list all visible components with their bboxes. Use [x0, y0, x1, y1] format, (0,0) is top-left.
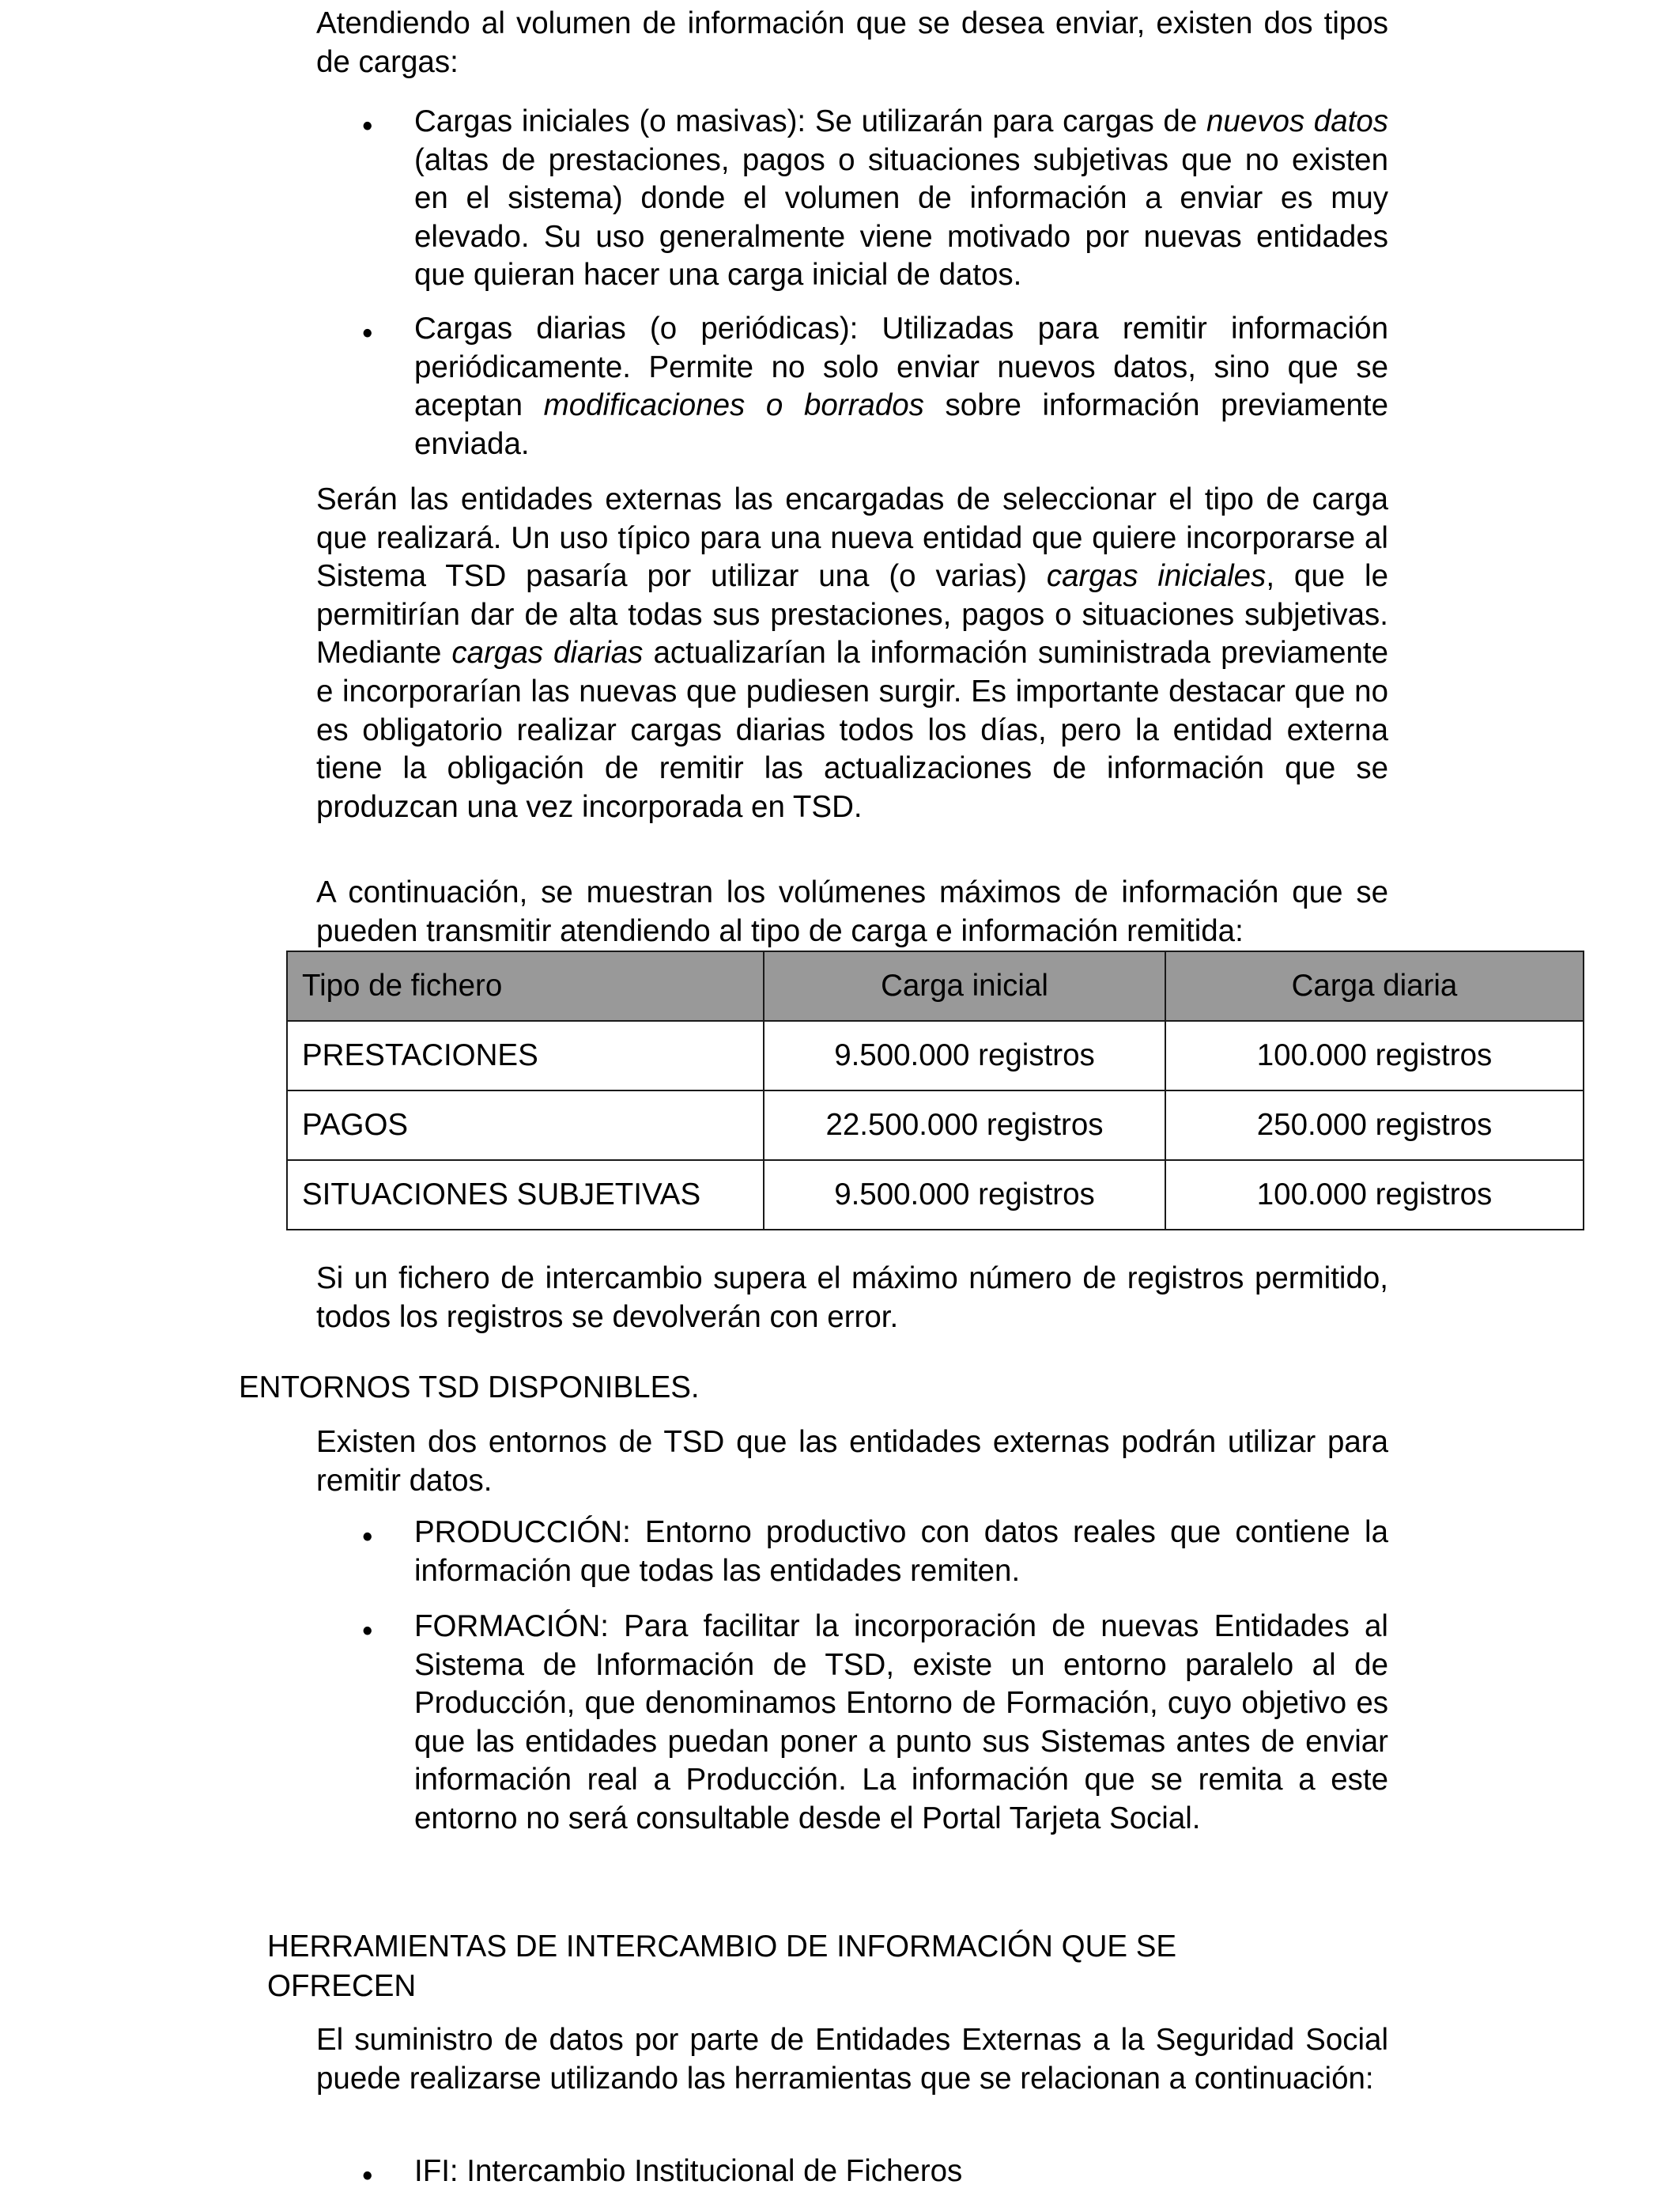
table-note: Si un fichero de intercambio supera el máximo número de registros permitido, todos los registros se devolverán con error. — [316, 1261, 1388, 1334]
load-type-daily — [414, 310, 1388, 463]
load-type-daily-tail: sobre información previamente enviada. — [414, 388, 1388, 461]
selection-emphasis-1: cargas iniciales — [1046, 559, 1267, 594]
bullet-icon: • — [362, 1614, 373, 1648]
load-type-daily-lead: Cargas diarias (o periódicas): Utilizadas para remitir información periódicamente. Permite no solo enviar nuevos datos, sino que se aceptan — [414, 312, 1388, 423]
bullet-icon: • — [362, 1520, 373, 1554]
entornos-intro: Existen dos entornos de TSD que las entidades externas podrán utilizar para remitir datos. — [316, 1425, 1388, 1498]
cell-carga-diaria: 100.000 registros — [1165, 1021, 1584, 1090]
selection-text-2: , que le permitirían dar de alta todas sus prestaciones, pagos o situaciones subjetivas. Mediante — [316, 559, 1389, 671]
intro-paragraph: Atendiendo al volumen de información que se desea enviar, existen dos tipos de cargas: — [316, 6, 1388, 79]
herramientas-intro: El suministro de datos por parte de Entidades Externas a la Seguridad Social puede realizarse utilizando las herramientas que se relacionan a continuación: — [316, 2023, 1388, 2096]
selection-text-1: Serán las entidades externas las encargadas de seleccionar el tipo de carga que realizará. Un uso típico para una nueva entidad que quiere incorporarse al Sistema TSD pasaría por utilizar una (o varias) — [316, 482, 1388, 594]
cell-tipo: SITUACIONES SUBJETIVAS — [287, 1160, 764, 1230]
herramienta-ifi: IFI: Intercambio Institucional de Ficheros — [414, 2154, 963, 2188]
selection-text-3: actualizarían la información suministrada previamente e incorporarían las nuevas que pudiesen surgir. Es importante destacar que no es obligatorio realizar cargas diarias todos los días, pero la entidad externa tiene la obligación de remitir las actualizaciones de información que se produzcan una vez incorporada en TSD. — [316, 636, 1388, 824]
load-type-initial — [414, 103, 1388, 295]
load-type-initial-emphasis: nuevos datos — [1206, 104, 1388, 138]
volume-table — [286, 951, 1584, 1230]
load-type-daily-emphasis: modificaciones o borrados — [543, 388, 924, 423]
table-intro: A continuación, se muestran los volúmenes máximos de información que se pueden transmitir atendiendo al tipo de carga e información remitida: — [316, 875, 1388, 948]
bullet-icon: • — [362, 109, 373, 143]
table-row — [287, 1160, 1584, 1230]
cell-carga-inicial: 9.500.000 registros — [764, 1160, 1165, 1230]
table-row — [287, 1090, 1584, 1160]
cell-carga-diaria: 250.000 registros — [1165, 1090, 1584, 1160]
cell-tipo: PRESTACIONES — [287, 1021, 764, 1090]
load-type-initial-lead: Cargas iniciales (o masivas): Se utilizarán para cargas de — [414, 104, 1206, 138]
entorno-produccion: PRODUCCIÓN: Entorno productivo con datos reales que contiene la información que todas las entidades remiten. — [414, 1515, 1388, 1588]
section-heading-herramientas: HERRAMIENTAS DE INTERCAMBIO DE INFORMACIÓN QUE SE OFRECEN — [267, 1930, 1177, 2003]
column-header-tipo: Tipo de fichero — [287, 951, 764, 1021]
table-row — [287, 1021, 1584, 1090]
selection-emphasis-2: cargas diarias — [451, 636, 644, 671]
bullet-icon: • — [362, 316, 373, 350]
cell-carga-inicial: 9.500.000 registros — [764, 1021, 1165, 1090]
column-header-carga-inicial: Carga inicial — [764, 951, 1165, 1021]
column-header-carga-diaria: Carga diaria — [1165, 951, 1584, 1021]
bullet-icon: • — [362, 2159, 373, 2193]
section-heading-entornos: ENTORNOS TSD DISPONIBLES. — [239, 1370, 700, 1404]
entorno-formacion: FORMACIÓN: Para facilitar la incorporación de nuevas Entidades al Sistema de Información de TSD, existe un entorno paralelo al de Producción, que denominamos Entorno de Formación, cuyo objetivo es que las entidades puedan poner a punto sus Sistemas antes de enviar información real a Producción. La información que se remita a este entorno no será consultable desde el Portal Tarjeta Social. — [414, 1609, 1388, 1835]
cell-carga-diaria: 100.000 registros — [1165, 1160, 1584, 1230]
table-header-row — [287, 951, 1584, 1021]
selection-paragraph — [316, 481, 1388, 826]
cell-tipo: PAGOS — [287, 1090, 764, 1160]
cell-carga-inicial: 22.500.000 registros — [764, 1090, 1165, 1160]
load-type-initial-tail: (altas de prestaciones, pagos o situaciones subjetivas que no existen en el sistema) donde el volumen de información a enviar es muy elevado. Su uso generalmente viene motivado por nuevas entidades que quieran hacer una carga inicial de datos. — [414, 142, 1388, 293]
